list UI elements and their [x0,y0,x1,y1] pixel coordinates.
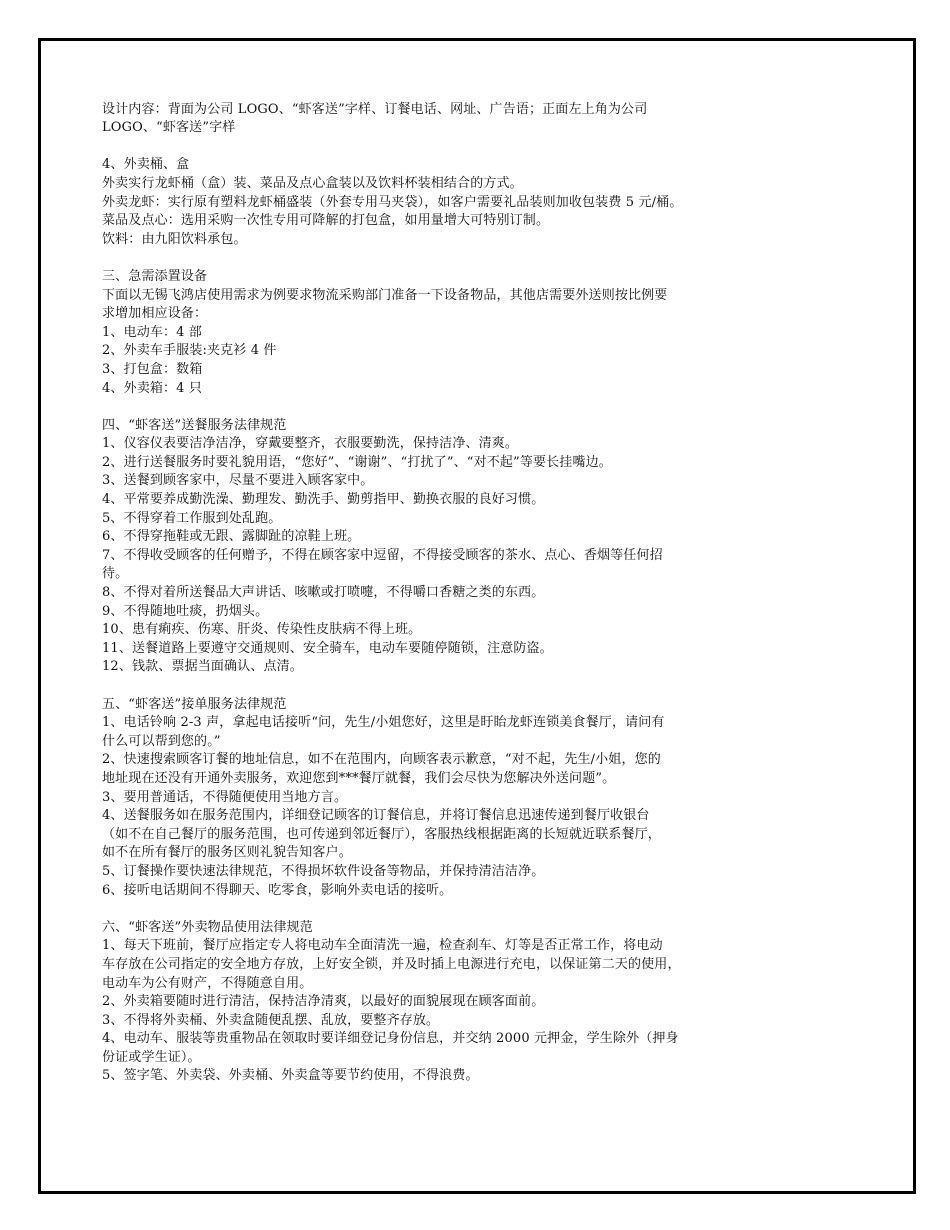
text-line: 2、进行送餐服务时要礼貌用语，“您好”、“谢谢”、“打扰了”、“对不起”等要长挂嘴边。 [102,454,612,470]
text-line: 5、不得穿着工作服到处乱跑。 [102,510,282,526]
text-line: 1、每天下班前，餐厅应指定专人将电动车全面清洗一遍，检查刹车、灯等是否正常工作，将电动 [102,938,663,954]
text-line: （如不在自己餐厅的服务范围，也可传递到邻近餐厅），客服热线根据距离的长短就近联系餐厅， [102,826,661,842]
text-line: 10、患有痢疾、伤寒、肝炎、传染性皮肤病不得上班。 [102,622,422,638]
text-line: 菜品及点心：选用采购一次性专用可降解的打包盒，如用量增大可特别订制。 [102,213,550,229]
text-line: 求增加相应设备： [102,306,208,322]
text-line: 份证或学生证）。 [102,1049,201,1065]
text-line: 4、平常要养成勤洗澡、勤理发、勤洗手、勤剪指甲、勤换衣服的良好习惯。 [102,492,545,508]
text-line: 电动车为公有财产，不得随意自用。 [102,975,313,991]
text-line: 地址现在还没有开通外卖服务，欢迎您到***餐厅就餐，我们会尽快为您解决外送问题”。 [102,770,616,786]
text-line: 1、仪容仪表要洁净洁净，穿戴要整齐，衣服要勤洗，保持洁净、清爽。 [102,436,519,452]
text-line: 9、不得随地吐痰，扔烟头。 [102,603,269,619]
blank-line [102,249,792,268]
text-line: 2、快速搜索顾客订餐的地址信息，如不在范围内，向顾客表示歉意，“对不起，先生/小姐，您的 [102,752,661,768]
text-line: LOGO、“虾客送”字样 [102,120,236,136]
blank-line [102,398,792,417]
text-line: 4、电动车、服装等贵重物品在领取时要详细登记身份信息，并交纳 2000 元押金，学生除外（押身 [102,1031,679,1047]
text-line: 1、电话铃响 2-3 声，拿起电话接听“问，先生/小姐您好，这里是盱眙龙虾连锁美食餐厅，请问有 [102,715,665,731]
text-line: 如不在所有餐厅的服务区则礼貌告知客户。 [102,845,352,861]
text-line: 4、外卖桶、盒 [102,157,190,173]
text-line: 3、打包盒：数箱 [102,361,203,377]
text-line: 待。 [102,566,129,582]
text-line: 六、“虾客送”外卖物品使用法律规范 [102,919,313,935]
text-line: 五、“虾客送”接单服务法律规范 [102,696,287,712]
text-line: 2、外卖车手服装:夹克衫 4 件 [102,343,277,359]
text-line: 11、送餐道路上要遵守交通规则、安全骑车，电动车要随停随锁，注意防盗。 [102,640,553,656]
blank-line [102,677,792,696]
text-line: 车存放在公司指定的安全地方存放，上好安全锁，并及时插上电源进行充电，以保证第二天的使用， [102,956,681,972]
text-line: 四、“虾客送”送餐服务法律规范 [102,417,287,433]
text-line: 6、接听电话期间不得聊天、吃零食，影响外卖电话的接听。 [102,882,453,898]
text-line: 4、外卖箱：4 只 [102,380,203,396]
text-line: 8、不得对着所送餐品大声讲话、咳嗽或打喷嚏，不得嚼口香糖之类的东西。 [102,585,545,601]
text-line: 什么可以帮到您的。” [102,733,221,749]
text-line: 3、送餐到顾客家中，尽量不要进入顾客家中。 [102,473,374,489]
text-line: 4、送餐服务如在服务范围内，详细登记顾客的订餐信息，并将订餐信息迅速传递到餐厅收银台 [102,808,650,824]
text-line: 6、不得穿拖鞋或无跟、露脚趾的凉鞋上班。 [102,529,361,545]
text-line: 饮料：由九阳饮料承包。 [102,231,247,247]
text-line: 7、不得收受顾客的任何赠予，不得在顾客家中逗留，不得接受顾客的茶水、点心、香烟等任何招 [102,547,663,563]
text-line: 3、要用普通话，不得随便使用当地方言。 [102,789,348,805]
text-line: 三、急需添置设备 [102,268,208,284]
text-line: 1、电动车：4 部 [102,324,203,340]
text-line: 外卖龙虾：实行原有塑料龙虾桶盛装（外套专用马夹袋），如客户需要礼品装则加收包装费 5 元/桶。 [102,194,683,210]
text-line: 外卖实行龙虾桶（盒）装、菜品及点心盒装以及饮料杯装相结合的方式。 [102,175,523,191]
document-body [102,82,792,1086]
text-line: 12、钱款、票据当面确认、点清。 [102,659,303,675]
blank-line [102,82,792,101]
text-line: 下面以无锡飞鸿店使用需求为例要求物流采购部门准备一下设备物品，其他店需要外送则按比例要 [102,287,668,303]
blank-line [102,138,792,157]
text-line: 设计内容：背面为公司 LOGO、“虾客送”字样、订餐电话、网址、广告语；正面左上角为公司 [102,101,648,117]
blank-line [102,900,792,919]
text-line: 5、签字笔、外卖袋、外卖桶、外卖盒等要节约使用，不得浪费。 [102,1068,479,1084]
text-line: 2、外卖箱要随时进行清洁，保持洁净清爽，以最好的面貌展现在顾客面前。 [102,994,545,1010]
text-line: 3、不得将外卖桶、外卖盒随便乱摆、乱放，要整齐存放。 [102,1012,440,1028]
text-line: 5、订餐操作要快速法律规范，不得损坏软件设备等物品，并保持清洁洁净。 [102,863,545,879]
